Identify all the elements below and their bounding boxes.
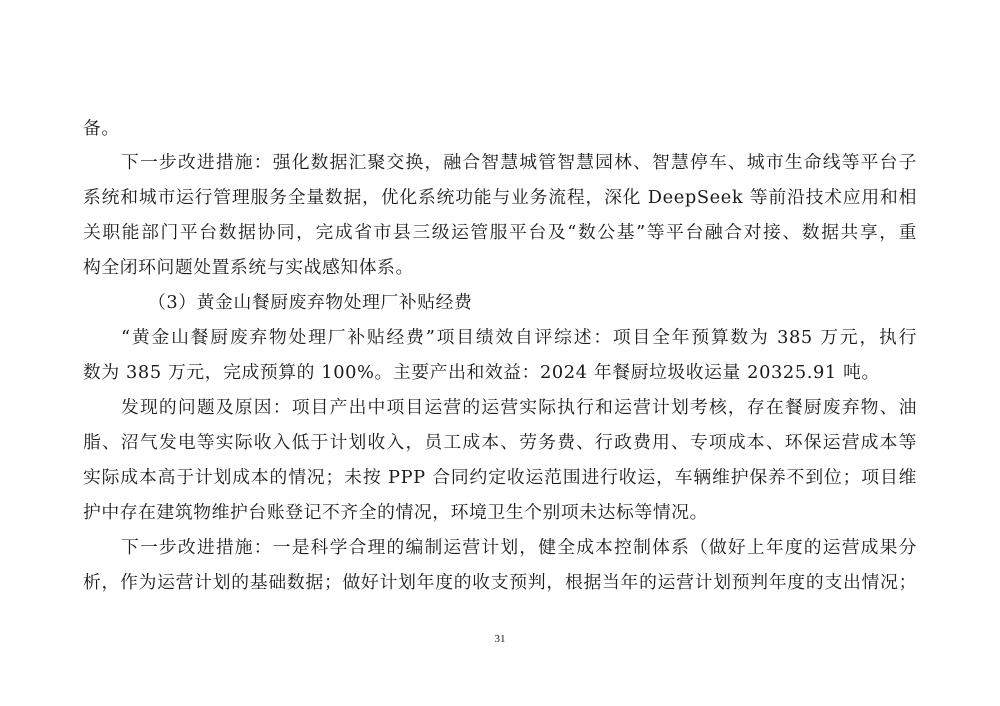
- paragraph-line: 下一步改进措施：一是科学合理的编制运营计划，健全成本控制体系（做好上年度的运营成果分: [121, 537, 917, 558]
- paragraph-line: 关职能部门平台数据协同，完成省市县三级运管服平台及“数公基”等平台融合对接、数据共享，重: [83, 222, 917, 243]
- paragraph-line: 备。: [83, 118, 120, 139]
- paragraph-line: 脂、沼气发电等实际收入低于计划收入，员工成本、劳务费、行政费用、专项成本、环保运营成本等: [83, 432, 917, 453]
- paragraph-line: 构全闭环问题处置系统与实战感知体系。: [83, 257, 414, 278]
- section-heading: （3）黄金山餐厨废弃物处理厂补贴经费: [148, 292, 473, 313]
- paragraph-line: 护中存在建筑物维护台账登记不齐全的情况，环境卫生个别项未达标等情况。: [83, 502, 708, 523]
- paragraph-line: “黄金山餐厨废弃物处理厂补贴经费”项目绩效自评综述：项目全年预算数为 385 万元，执行: [121, 327, 917, 348]
- paragraph-line: 系统和城市运行管理服务全量数据，优化系统功能与业务流程，深化 DeepSeek 等前沿技术应用和相: [83, 187, 917, 208]
- paragraph-line: 发现的问题及原因：项目产出中项目运营的运营实际执行和运营计划考核，存在餐厨废弃物、油: [121, 397, 917, 418]
- paragraph-line: 下一步改进措施：强化数据汇聚交换，融合智慧城管智慧园林、智慧停车、城市生命线等平台子: [121, 152, 917, 173]
- paragraph-line: 实际成本高于计划成本的情况；未按 PPP 合同约定收运范围进行收运，车辆维护保养不到位；项目维: [83, 467, 917, 488]
- page-number: 31: [494, 633, 506, 645]
- paragraph-line: 析，作为运营计划的基础数据；做好计划年度的收支预判，根据当年的运营计划预判年度的支出情况；: [83, 572, 917, 593]
- paragraph-line: 数为 385 万元，完成预算的 100%。主要产出和效益：2024 年餐厨垃圾收运量 20325.91 吨。: [83, 362, 880, 383]
